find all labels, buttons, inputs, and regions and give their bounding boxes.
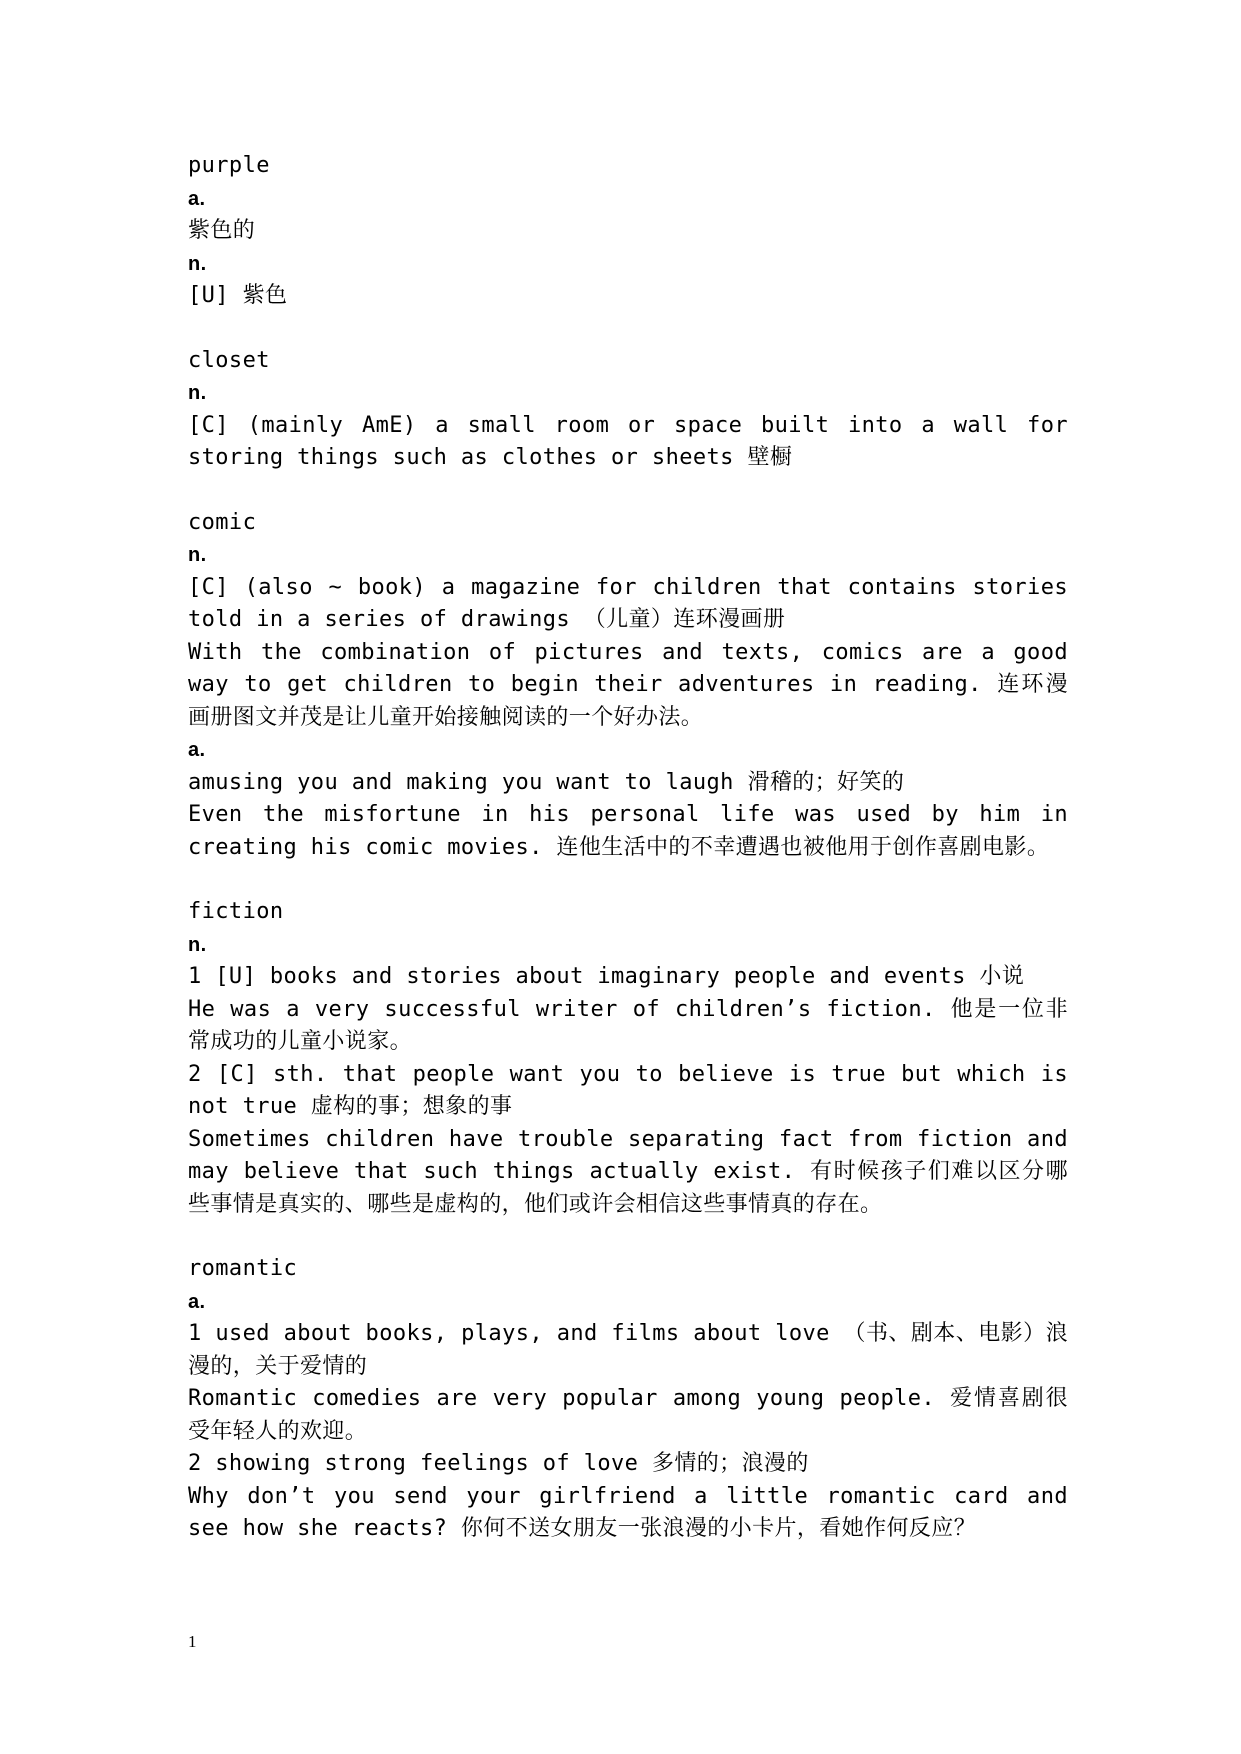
definition-line: 2 showing strong feelings of love 多情的；浪漫的 [188, 1451, 809, 1476]
definition-line: Sometimes children have trouble separating fact from fiction and may believe that such things actually exist. 有时候孩子们难以区分哪 些事情是真实的、哪些是虚构的，他们或许会相信这些事情真的存在。 [188, 1126, 1068, 1217]
dictionary-entry [188, 1253, 1068, 1546]
part-of-speech: n. [188, 252, 207, 275]
definition-line: [C] (also ~ book) a magazine for children that contains stories told in a series of drawings （儿童）连环漫画册 [188, 574, 1068, 632]
part-of-speech: n. [188, 382, 207, 404]
dictionary-entry [188, 150, 1068, 313]
part-of-speech: a. [188, 187, 206, 210]
definition-line: Even the misfortune in his personal life was used by him in creating his comic movies. 连他生活中的不幸遭遇也被他用于创作喜剧电影。 [188, 802, 1068, 860]
definition-line: Romantic comedies are very popular among young people. 爱情喜剧很受年轻人的欢迎。 [188, 1386, 1068, 1444]
headword: closet [188, 347, 270, 373]
part-of-speech: a. [188, 739, 206, 761]
definition-line: Why don’t you send your girlfriend a little romantic card and see how she reacts? 你何不送女朋友一张浪漫的小卡片，看她作何反应？ [188, 1483, 1068, 1541]
dictionary-content [188, 150, 1068, 1578]
definition-line: He was a very successful writer of children’s fiction. 他是一位非常成功的儿童小说家。 [188, 996, 1068, 1054]
definition-line: 1 used about books, plays, and films about love （书、剧本、电影）浪漫的，关于爱情的 [188, 1321, 1068, 1379]
headword: purple [188, 153, 270, 178]
definition-line: [U] 紫色 [188, 283, 288, 308]
part-of-speech: n. [188, 544, 207, 566]
part-of-speech: n. [188, 933, 207, 956]
dictionary-entry [188, 896, 1068, 1221]
definition-line: amusing you and making you want to laugh 滑稽的；好笑的 [188, 769, 905, 795]
dictionary-entry [188, 345, 1068, 475]
definition-line: 1 [U] books and stories about imaginary people and events 小说 [188, 964, 1025, 989]
definition-line: 2 [C] sth. that people want you to believe is true but which is not true 虚构的事；想象的事 [188, 1061, 1068, 1119]
definition-line: With the combination of pictures and texts, comics are a good way to get children to begin their adventures in reading. 连环漫画册图文并茂是让儿童开始接触阅读的一个好办法。 [188, 639, 1068, 730]
definition-line: 紫色的 [188, 218, 256, 243]
headword: romantic [188, 1256, 298, 1281]
page-number: 1 [188, 1632, 197, 1651]
headword: fiction [188, 899, 284, 924]
part-of-speech: a. [188, 1290, 206, 1313]
headword: comic [188, 509, 257, 535]
dictionary-entry [188, 507, 1068, 865]
definition-line: [C] (mainly AmE) a small room or space built into a wall for storing things such as clothes or sheets 壁橱 [188, 412, 1068, 470]
